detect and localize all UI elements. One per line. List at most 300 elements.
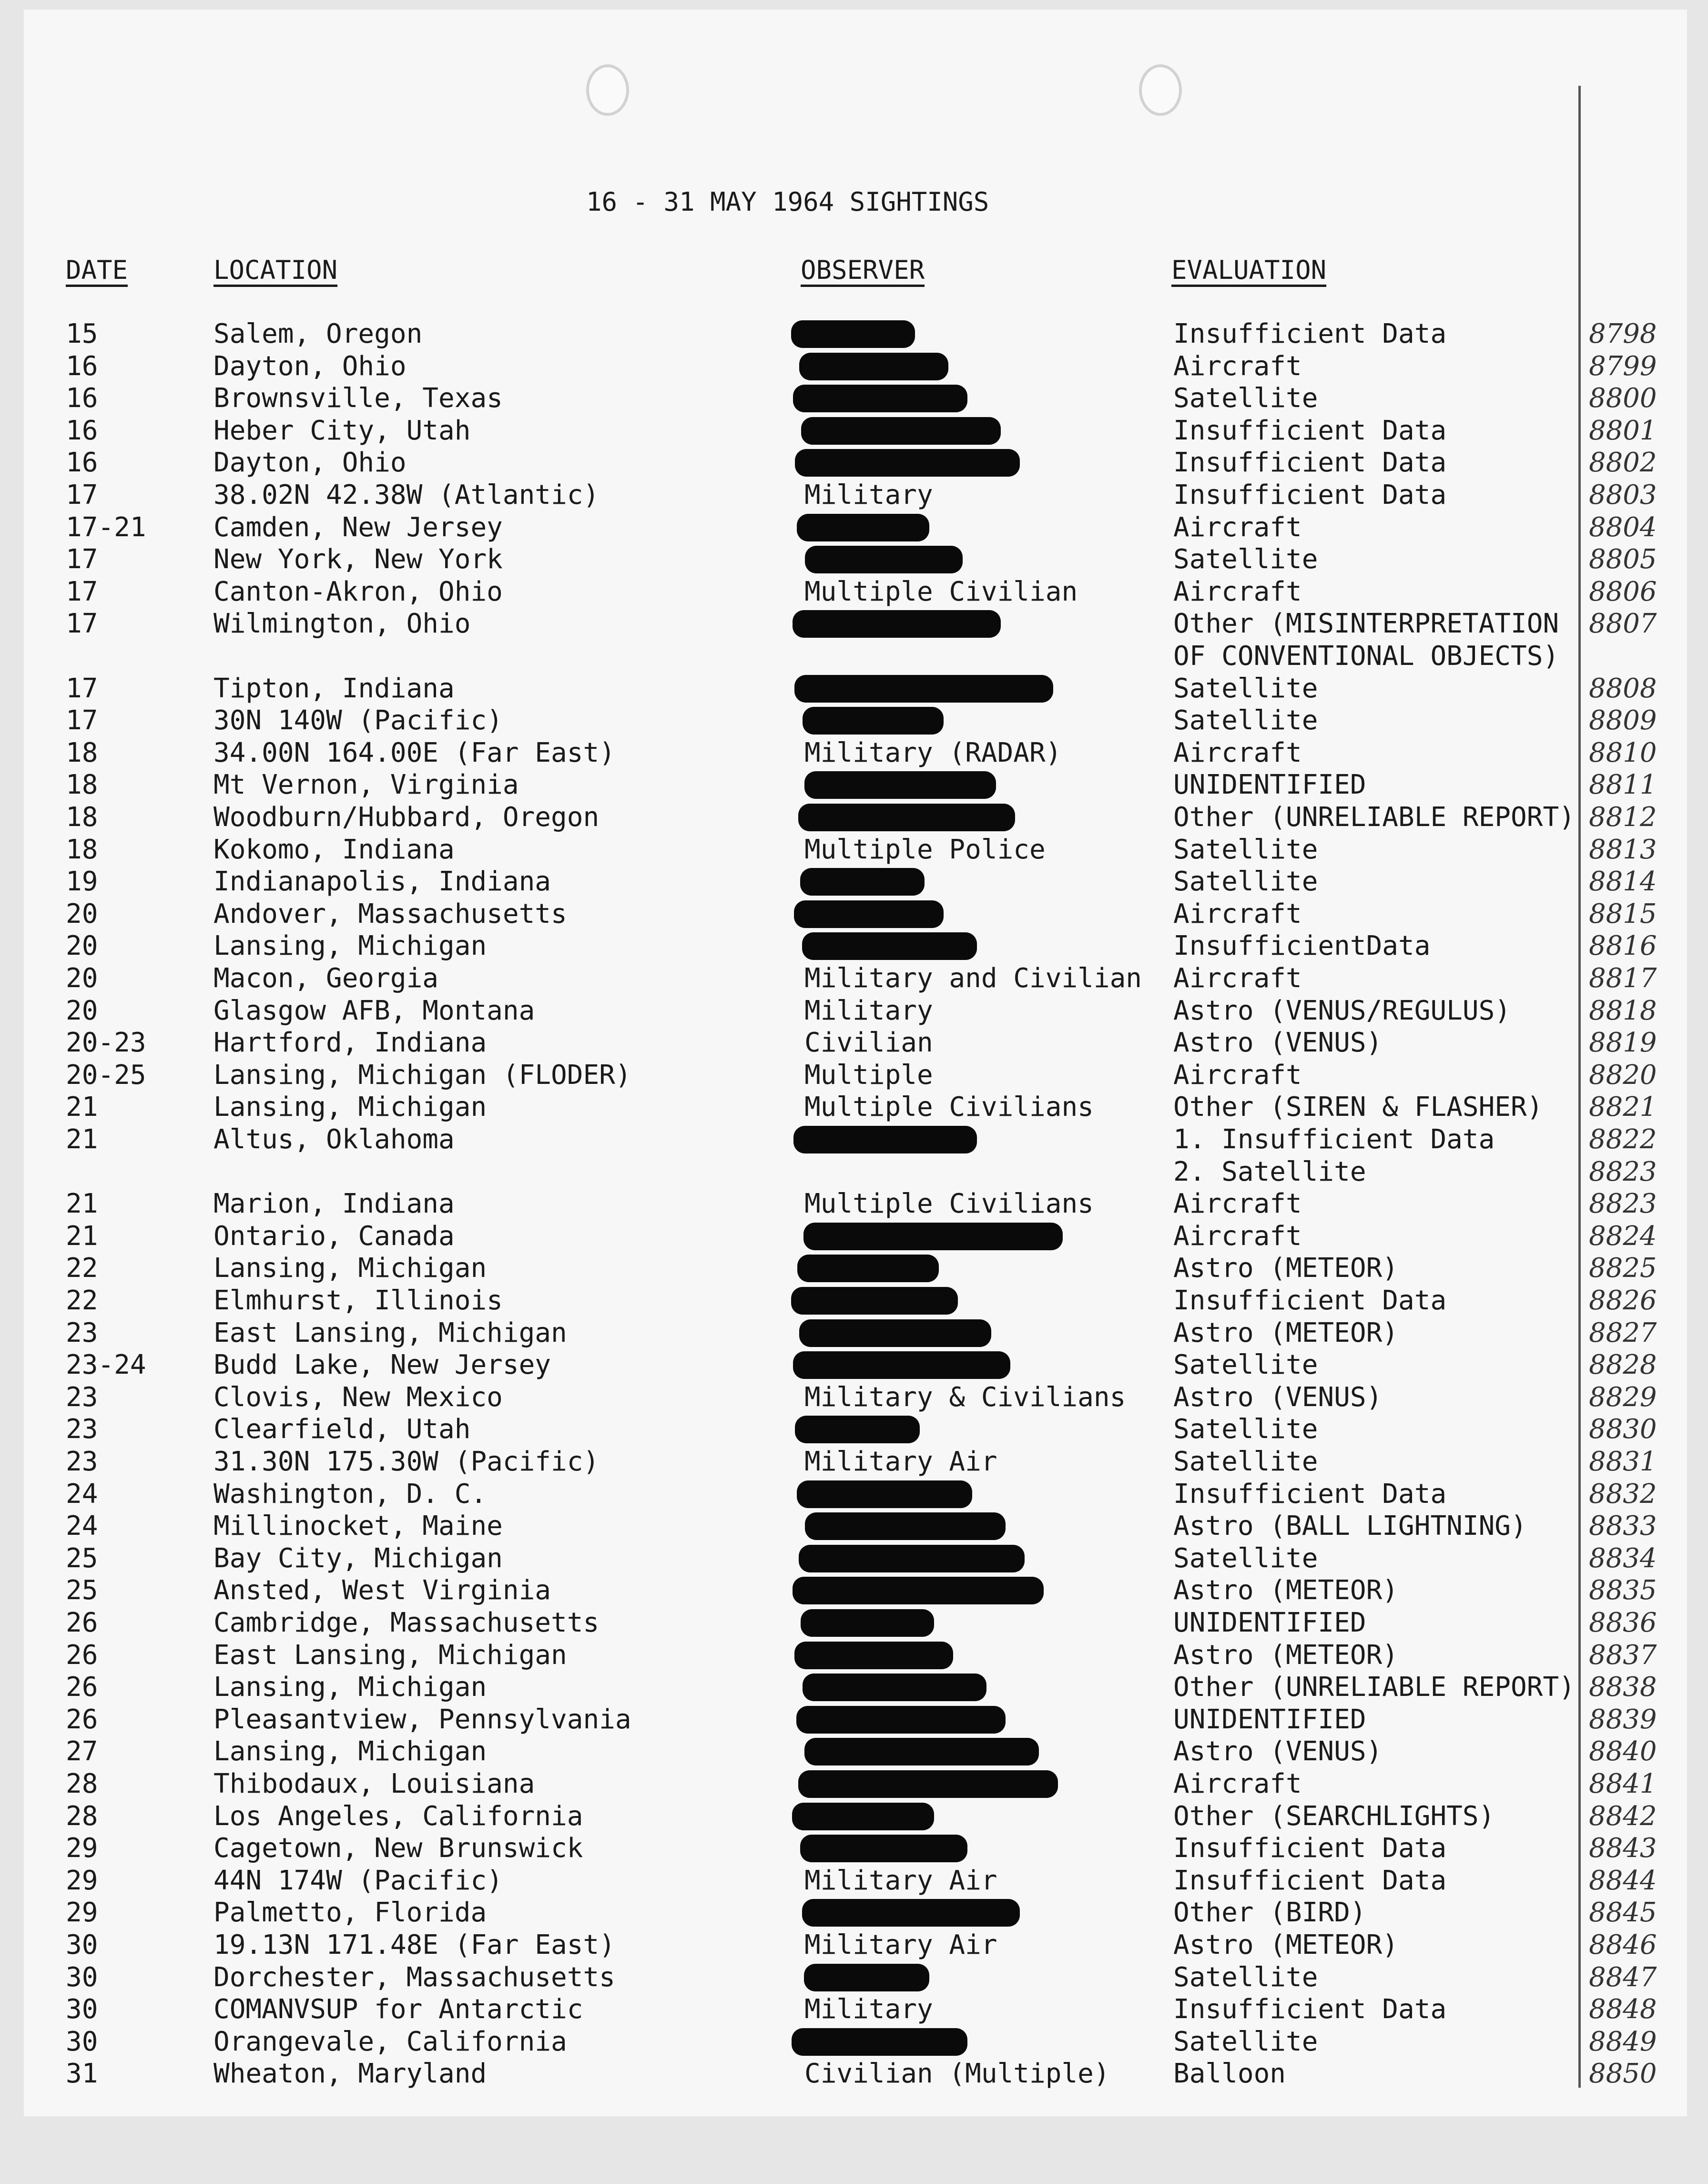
redaction-bar: [805, 546, 963, 573]
cell-date: 17-21: [66, 511, 146, 543]
cell-observer: Military and Civilian: [804, 963, 1142, 994]
cell-evaluation: UNIDENTIFIED: [1173, 1704, 1366, 1735]
cell-evaluation: Insufficient Data: [1173, 415, 1447, 446]
cell-observer: Multiple Civilian: [804, 576, 1078, 607]
cell-number: 8830: [1589, 1414, 1657, 1445]
cell-date: 15: [66, 318, 98, 349]
cell-date: 24: [66, 1478, 98, 1510]
cell-number: 8804: [1589, 511, 1657, 543]
cell-evaluation: Aircraft: [1173, 576, 1302, 607]
cell-location: COMANVSUP for Antarctic: [214, 1994, 583, 2025]
cell-evaluation: Other (MISINTERPRETATION: [1173, 608, 1559, 640]
cell-evaluation: Other (SEARCHLIGHTS): [1173, 1800, 1495, 1832]
cell-evaluation: Insufficient Data: [1173, 447, 1447, 479]
cell-date: 17: [66, 576, 98, 607]
redaction-bar: [804, 1964, 929, 1991]
cell-location: Los Angeles, California: [214, 1800, 583, 1832]
table-row: [0, 1285, 1708, 1317]
cell-number: 8833: [1589, 1510, 1657, 1542]
redaction-bar: [793, 1351, 1010, 1379]
cell-observer: Multiple Civilians: [804, 1188, 1094, 1220]
cell-evaluation: Satellite: [1173, 834, 1318, 865]
cell-location: Marion, Indiana: [214, 1188, 455, 1220]
cell-location: 31.30N 175.30W (Pacific): [214, 1446, 600, 1477]
cell-location: Dayton, Ohio: [214, 447, 407, 479]
redaction-bar: [804, 1738, 1039, 1766]
cell-date: 23-24: [66, 1349, 146, 1381]
cell-location: Brownsville, Texas: [214, 383, 503, 414]
cell-observer: Multiple: [804, 1059, 933, 1091]
cell-location: Tipton, Indiana: [214, 673, 455, 704]
cell-number: 8848: [1589, 1994, 1657, 2025]
cell-observer: Multiple Civilians: [804, 1092, 1094, 1123]
cell-date: 16: [66, 447, 98, 479]
cell-location: Cagetown, New Brunswick: [214, 1833, 583, 1864]
cell-evaluation: Satellite: [1173, 705, 1318, 736]
cell-date: 16: [66, 415, 98, 446]
cell-number: 8800: [1589, 383, 1657, 414]
cell-location: Lansing, Michigan: [214, 1092, 487, 1123]
cell-date: 28: [66, 1768, 98, 1799]
cell-location: Woodburn/Hubbard, Oregon: [214, 802, 600, 833]
table-row: [0, 1510, 1708, 1542]
cell-evaluation: Astro (VENUS/REGULUS): [1173, 995, 1511, 1026]
cell-number: 8807: [1589, 608, 1657, 640]
redaction-bar: [803, 707, 944, 735]
table-row: [0, 673, 1708, 704]
table-row: [0, 1736, 1708, 1767]
cell-evaluation: OF CONVENTIONAL OBJECTS): [1173, 641, 1559, 672]
cell-date: 26: [66, 1704, 98, 1735]
table-row: [0, 1253, 1708, 1284]
cell-number: 8812: [1589, 802, 1657, 833]
cell-date: 19: [66, 866, 98, 898]
cell-number: 8840: [1589, 1736, 1657, 1767]
redaction-bar: [793, 610, 1001, 638]
redaction-bar: [803, 1674, 986, 1701]
cell-number: 8836: [1589, 1607, 1657, 1638]
redaction-bar: [797, 1480, 972, 1508]
cell-location: 44N 174W (Pacific): [214, 1865, 503, 1896]
header-location: LOCATION: [214, 255, 338, 285]
cell-number: 8799: [1589, 350, 1657, 382]
cell-number: 8850: [1589, 2058, 1657, 2090]
cell-location: Glasgow AFB, Montana: [214, 995, 535, 1026]
cell-number: 8803: [1589, 480, 1657, 510]
table-row: [0, 608, 1708, 640]
redaction-bar: [798, 804, 1015, 831]
cell-date: 18: [66, 802, 98, 833]
header-date: DATE: [66, 255, 128, 285]
cell-number: 8849: [1589, 2026, 1657, 2057]
table-row: [0, 898, 1708, 930]
cell-location: Palmetto, Florida: [214, 1897, 487, 1929]
cell-evaluation: Other (BIRD): [1173, 1897, 1366, 1929]
cell-date: 20-25: [66, 1059, 146, 1091]
cell-date: 30: [66, 2026, 98, 2057]
cell-evaluation: 1. Insufficient Data: [1173, 1124, 1495, 1155]
punch-hole-left: [586, 64, 629, 116]
cell-date: 24: [66, 1510, 98, 1542]
cell-date: 20: [66, 995, 98, 1026]
cell-number: 8846: [1589, 1929, 1657, 1960]
cell-location: Thibodaux, Louisiana: [214, 1768, 535, 1799]
cell-location: Cambridge, Massachusetts: [214, 1607, 600, 1638]
cell-date: 21: [66, 1188, 98, 1220]
cell-observer: Military (RADAR): [804, 737, 1062, 768]
cell-evaluation: Astro (METEOR): [1173, 1639, 1399, 1671]
cell-evaluation: Aircraft: [1173, 511, 1302, 543]
cell-location: Washington, D. C.: [214, 1478, 487, 1510]
table-row: [0, 1897, 1708, 1929]
cell-date: 23: [66, 1381, 98, 1413]
cell-location: Hartford, Indiana: [214, 1027, 487, 1059]
table-row: [0, 802, 1708, 833]
header-observer: OBSERVER: [801, 255, 925, 285]
table-row: [0, 1349, 1708, 1381]
table-row: [0, 415, 1708, 447]
cell-number: 8814: [1589, 866, 1657, 898]
cell-number: 8805: [1589, 544, 1657, 575]
cell-location: Clearfield, Utah: [214, 1414, 471, 1445]
redaction-bar: [793, 1577, 1044, 1604]
cell-date: 22: [66, 1253, 98, 1284]
cell-evaluation: Satellite: [1173, 544, 1318, 575]
redaction-bar: [794, 675, 1053, 703]
cell-evaluation: Insufficient Data: [1173, 480, 1447, 510]
cell-date: 23: [66, 1414, 98, 1445]
table-row: [0, 1607, 1708, 1639]
table-row: [0, 1382, 1708, 1413]
table-row: [0, 1027, 1708, 1059]
table-row: [0, 1124, 1708, 1155]
redaction-bar: [798, 1770, 1058, 1798]
redaction-bar: [805, 1512, 1006, 1540]
redaction-bar: [791, 320, 915, 348]
cell-evaluation: Astro (VENUS): [1173, 1027, 1383, 1059]
table-row: [0, 1317, 1708, 1349]
redaction-bar: [792, 1803, 934, 1830]
cell-date: 21: [66, 1092, 98, 1123]
table-row: [0, 1640, 1708, 1671]
cell-number: 8827: [1589, 1317, 1657, 1348]
cell-evaluation: Satellite: [1173, 866, 1318, 898]
cell-number: 8841: [1589, 1768, 1657, 1799]
table-row: [0, 834, 1708, 866]
cell-number: 8822: [1589, 1124, 1657, 1155]
cell-evaluation: Satellite: [1173, 1446, 1318, 1477]
cell-number: 8843: [1589, 1833, 1657, 1864]
cell-location: New York, New York: [214, 544, 503, 575]
cell-number: 8834: [1589, 1542, 1657, 1574]
punch-hole-right: [1139, 64, 1182, 116]
cell-date: 20: [66, 930, 98, 962]
cell-location: Millinocket, Maine: [214, 1510, 503, 1542]
cell-number: 8835: [1589, 1575, 1657, 1606]
cell-date: 29: [66, 1833, 98, 1864]
table-row: [0, 1575, 1708, 1606]
redaction-bar: [800, 868, 925, 896]
cell-date: 20-23: [66, 1027, 146, 1059]
cell-location: Macon, Georgia: [214, 963, 439, 994]
cell-evaluation: Insufficient Data: [1173, 1865, 1447, 1896]
cell-number: 8820: [1589, 1059, 1657, 1091]
redaction-bar: [793, 1126, 977, 1153]
redaction-bar: [797, 1255, 939, 1282]
cell-date: 23: [66, 1446, 98, 1477]
cell-location: Lansing, Michigan: [214, 1736, 487, 1767]
table-row: [0, 1833, 1708, 1864]
cell-number: 8831: [1589, 1446, 1657, 1477]
redaction-bar: [804, 771, 996, 799]
cell-evaluation: Aircraft: [1173, 350, 1302, 382]
cell-evaluation: Aircraft: [1173, 898, 1302, 929]
cell-date: 29: [66, 1897, 98, 1929]
cell-location: Wheaton, Maryland: [214, 2058, 487, 2090]
cell-location: Mt Vernon, Virginia: [214, 769, 519, 801]
cell-date: 16: [66, 383, 98, 414]
cell-date: 17: [66, 608, 98, 640]
cell-evaluation: Other (UNRELIABLE REPORT): [1173, 1672, 1575, 1703]
redaction-bar: [791, 1287, 958, 1315]
cell-evaluation: Satellite: [1173, 1542, 1318, 1574]
cell-location: Bay City, Michigan: [214, 1542, 503, 1574]
redaction-bar: [802, 932, 977, 960]
redaction-bar: [797, 514, 929, 541]
cell-evaluation: Satellite: [1173, 2026, 1318, 2057]
table-row: [0, 1994, 1708, 2025]
cell-number: 8826: [1589, 1285, 1657, 1316]
cell-date: 17: [66, 705, 98, 736]
cell-date: 17: [66, 544, 98, 575]
redaction-bar: [801, 1609, 934, 1637]
table-row: [0, 2026, 1708, 2058]
cell-evaluation: UNIDENTIFIED: [1173, 769, 1366, 801]
cell-evaluation: UNIDENTIFIED: [1173, 1607, 1366, 1638]
cell-evaluation: Astro (METEOR): [1173, 1575, 1399, 1606]
cell-date: 26: [66, 1639, 98, 1671]
cell-location: Budd Lake, New Jersey: [214, 1349, 551, 1381]
cell-observer: Civilian: [804, 1027, 933, 1059]
table-row: [0, 1704, 1708, 1735]
cell-evaluation: Aircraft: [1173, 963, 1302, 994]
cell-number: 8821: [1589, 1092, 1657, 1123]
cell-number: 8847: [1589, 1961, 1657, 1993]
cell-date: 20: [66, 963, 98, 994]
table-row: [0, 930, 1708, 962]
cell-location: Heber City, Utah: [214, 415, 471, 446]
table-row: [0, 1092, 1708, 1123]
cell-evaluation: Satellite: [1173, 1349, 1318, 1381]
redaction-bar: [799, 1545, 1025, 1572]
cell-number: 8825: [1589, 1253, 1657, 1284]
table-row: [0, 1801, 1708, 1832]
table-row: [0, 1865, 1708, 1897]
cell-date: 18: [66, 737, 98, 768]
cell-evaluation: Insufficient Data: [1173, 318, 1447, 349]
cell-evaluation: Aircraft: [1173, 737, 1302, 768]
cell-date: 23: [66, 1317, 98, 1348]
redaction-bar: [796, 1706, 1006, 1734]
table-row: [0, 866, 1708, 898]
cell-location: Dayton, Ohio: [214, 350, 407, 382]
cell-location: Lansing, Michigan: [214, 930, 487, 962]
cell-number: 8798: [1589, 318, 1657, 349]
redaction-bar: [795, 1416, 920, 1443]
cell-evaluation: Astro (METEOR): [1173, 1929, 1399, 1960]
cell-date: 21: [66, 1220, 98, 1252]
cell-number: 8845: [1589, 1897, 1657, 1929]
cell-location: East Lansing, Michigan: [214, 1317, 567, 1348]
cell-location: Ontario, Canada: [214, 1220, 455, 1252]
cell-location: 38.02N 42.38W (Atlantic): [214, 480, 600, 510]
cell-observer: Military & Civilians: [804, 1381, 1126, 1413]
cell-evaluation: Astro (BALL LIGHTNING): [1173, 1510, 1527, 1542]
cell-location: Orangevale, California: [214, 2026, 567, 2057]
cell-date: 28: [66, 1800, 98, 1832]
cell-evaluation: Astro (METEOR): [1173, 1317, 1399, 1348]
cell-evaluation: Insufficient Data: [1173, 1478, 1447, 1510]
cell-observer: Military: [804, 1994, 933, 2025]
cell-evaluation: Aircraft: [1173, 1059, 1302, 1091]
cell-observer: Military Air: [804, 1865, 997, 1896]
table-row: [0, 963, 1708, 994]
table-row: [0, 1156, 1708, 1188]
cell-number: 8806: [1589, 576, 1657, 607]
table-row: [0, 318, 1708, 350]
cell-location: Camden, New Jersey: [214, 511, 503, 543]
cell-evaluation: Aircraft: [1173, 1768, 1302, 1799]
cell-evaluation: Astro (METEOR): [1173, 1253, 1399, 1284]
cell-date: 26: [66, 1607, 98, 1638]
cell-observer: Civilian (Multiple): [804, 2058, 1110, 2090]
cell-date: 25: [66, 1575, 98, 1606]
redaction-bar: [799, 1319, 991, 1347]
cell-evaluation: Other (UNRELIABLE REPORT): [1173, 802, 1575, 833]
table-row: [0, 1672, 1708, 1703]
cell-date: 17: [66, 480, 98, 510]
table-row: [0, 1929, 1708, 1961]
cell-number: 8819: [1589, 1027, 1657, 1059]
cell-number: 8828: [1589, 1349, 1657, 1381]
cell-evaluation: Astro (VENUS): [1173, 1381, 1383, 1413]
page-title: 16 - 31 MAY 1964 SIGHTINGS: [586, 187, 989, 217]
cell-date: 18: [66, 834, 98, 865]
table-row: [0, 447, 1708, 479]
cell-number: 8802: [1589, 447, 1657, 479]
cell-number: 8811: [1589, 769, 1657, 801]
cell-location: Ansted, West Virginia: [214, 1575, 551, 1606]
table-row: [0, 544, 1708, 575]
table-row: [0, 1962, 1708, 1993]
cell-number: 8809: [1589, 705, 1657, 736]
cell-number: 8842: [1589, 1800, 1657, 1832]
cell-number: 8808: [1589, 673, 1657, 704]
cell-evaluation: Other (SIREN & FLASHER): [1173, 1092, 1543, 1123]
cell-evaluation: Satellite: [1173, 673, 1318, 704]
cell-date: 30: [66, 1929, 98, 1960]
redaction-bar: [794, 1642, 953, 1669]
table-row: [0, 1188, 1708, 1220]
cell-date: 16: [66, 350, 98, 382]
cell-location: Lansing, Michigan (FLODER): [214, 1059, 631, 1091]
cell-evaluation: Insufficient Data: [1173, 1833, 1447, 1864]
cell-number: 8844: [1589, 1865, 1657, 1896]
table-row: [0, 480, 1708, 511]
cell-evaluation: Insufficient Data: [1173, 1285, 1447, 1316]
cell-location: Altus, Oklahoma: [214, 1124, 455, 1155]
table-row: [0, 576, 1708, 608]
cell-date: 22: [66, 1285, 98, 1316]
cell-evaluation: Balloon: [1173, 2058, 1286, 2090]
cell-location: Andover, Massachusetts: [214, 898, 567, 929]
table-row: [0, 1543, 1708, 1574]
cell-location: 34.00N 164.00E (Far East): [214, 737, 615, 768]
cell-date: 20: [66, 898, 98, 929]
cell-location: Dorchester, Massachusetts: [214, 1961, 615, 1993]
redaction-bar: [802, 1899, 1020, 1927]
cell-evaluation: Satellite: [1173, 1414, 1318, 1445]
redaction-bar: [799, 353, 948, 380]
table-row: [0, 1479, 1708, 1510]
cell-number: 8832: [1589, 1478, 1657, 1510]
redaction-bar: [801, 417, 1001, 445]
cell-evaluation: Aircraft: [1173, 1188, 1302, 1220]
table-row: [0, 705, 1708, 736]
header-evaluation: EVALUATION: [1171, 255, 1327, 285]
cell-location: Pleasantview, Pennsylvania: [214, 1704, 631, 1735]
table-row: [0, 737, 1708, 769]
cell-location: Kokomo, Indiana: [214, 834, 455, 865]
cell-date: 29: [66, 1865, 98, 1896]
cell-number: 8824: [1589, 1220, 1657, 1252]
table-row: [0, 1414, 1708, 1445]
table-row: [0, 512, 1708, 543]
cell-number: 8815: [1589, 898, 1657, 929]
cell-location: 30N 140W (Pacific): [214, 705, 503, 736]
redaction-bar: [803, 1223, 1063, 1250]
redaction-bar: [792, 2028, 967, 2056]
cell-location: East Lansing, Michigan: [214, 1639, 567, 1671]
cell-location: Indianapolis, Indiana: [214, 866, 551, 898]
cell-number: 8801: [1589, 415, 1657, 446]
cell-number: 8810: [1589, 737, 1657, 768]
cell-evaluation: Aircraft: [1173, 1220, 1302, 1252]
table-row: [0, 351, 1708, 382]
cell-observer: Military: [804, 995, 933, 1026]
redaction-bar: [793, 385, 967, 412]
cell-evaluation: Satellite: [1173, 1961, 1318, 1993]
cell-location: Canton-Akron, Ohio: [214, 576, 503, 607]
table-row: [0, 383, 1708, 414]
cell-evaluation: Satellite: [1173, 383, 1318, 414]
cell-location: 19.13N 171.48E (Far East): [214, 1929, 615, 1960]
cell-location: Clovis, New Mexico: [214, 1381, 503, 1413]
cell-location: Lansing, Michigan: [214, 1672, 487, 1703]
table-row: [0, 641, 1708, 672]
cell-number: 8838: [1589, 1672, 1657, 1703]
table-row: [0, 2058, 1708, 2090]
cell-date: 30: [66, 1961, 98, 1993]
cell-date: 30: [66, 1994, 98, 2025]
cell-date: 25: [66, 1542, 98, 1574]
cell-observer: Military: [804, 480, 933, 510]
cell-date: 27: [66, 1736, 98, 1767]
cell-location: Lansing, Michigan: [214, 1253, 487, 1284]
cell-date: 31: [66, 2058, 98, 2090]
redaction-bar: [795, 449, 1020, 477]
table-row: [0, 1768, 1708, 1800]
